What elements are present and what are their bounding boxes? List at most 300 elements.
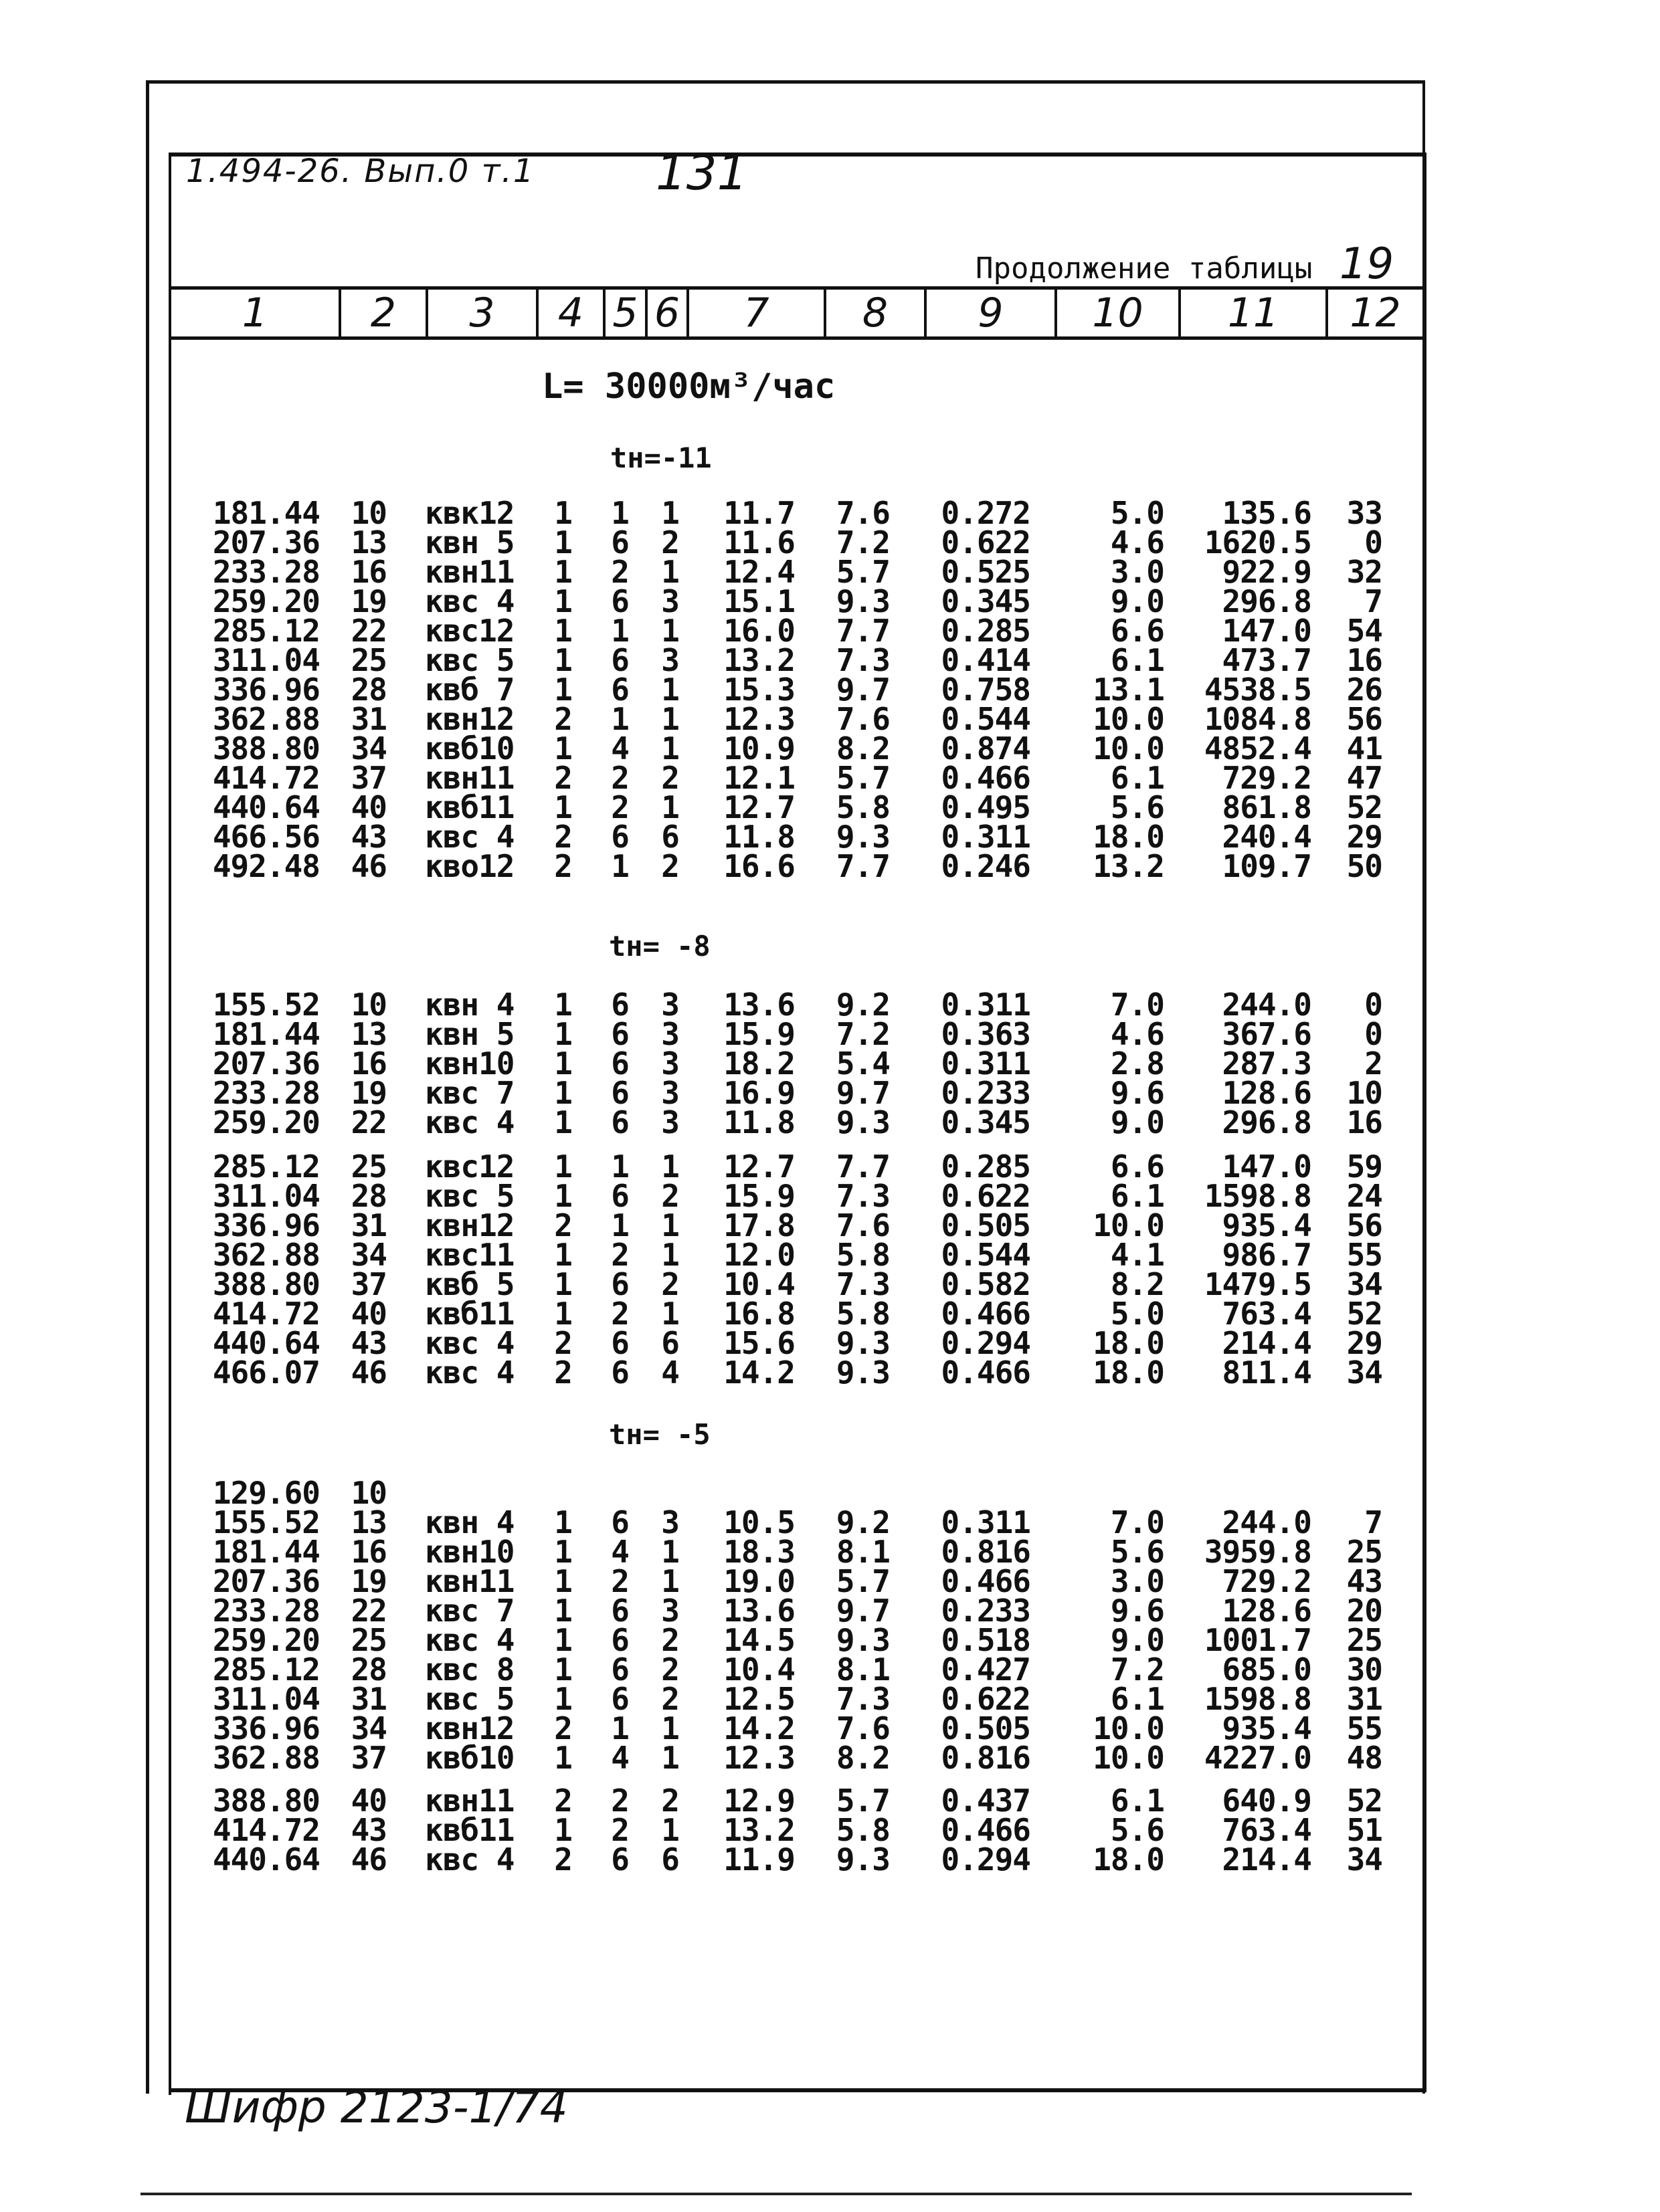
cell-col-8: 5.7 [836, 554, 890, 590]
cell-col-9: 0.294 [941, 1841, 1030, 1878]
cell-col-12: 29 [1346, 1325, 1382, 1361]
cell-col-9: 0.285 [941, 1148, 1030, 1185]
cell-col-6: 1 [661, 1207, 679, 1243]
cell-col-4: 2 [554, 1325, 572, 1361]
cell-col-10: 18.0 [1093, 1841, 1164, 1878]
cell-col-12: 25 [1346, 1534, 1382, 1570]
cell-col-12: 16 [1346, 1104, 1382, 1140]
cell-col-2: 19 [351, 1563, 387, 1599]
cell-col-2: 46 [351, 848, 387, 884]
cell-col-3: квс 4 [425, 819, 515, 855]
cell-col-11: 935.4 [1222, 1710, 1311, 1746]
cell-col-12: 0 [1364, 1016, 1382, 1052]
section-label: tн=-11 [610, 441, 712, 474]
cell-col-7: 10.5 [723, 1504, 795, 1540]
cell-col-9: 0.311 [941, 1045, 1030, 1082]
cell-col-4: 1 [554, 987, 572, 1023]
cell-col-3: квб11 [425, 789, 515, 825]
cell-col-10: 9.6 [1110, 1593, 1164, 1629]
cell-col-4: 2 [554, 1354, 572, 1391]
cell-col-11: 1598.8 [1204, 1681, 1311, 1717]
continuation-heading [976, 239, 1394, 289]
cell-col-10: 13.2 [1093, 848, 1164, 884]
cell-col-4: 2 [554, 701, 572, 737]
cell-col-10: 10.0 [1093, 701, 1164, 737]
cell-col-4: 2 [554, 1841, 572, 1878]
column-header-11: 11 [1178, 290, 1325, 336]
cell-col-12: 56 [1346, 701, 1382, 737]
cell-col-6: 1 [661, 1534, 679, 1570]
cell-col-12: 59 [1346, 1148, 1382, 1185]
cell-col-10: 18.0 [1093, 1325, 1164, 1361]
cell-col-7: 12.7 [723, 789, 795, 825]
cell-col-5: 2 [611, 1812, 629, 1848]
cell-col-6: 1 [661, 1740, 679, 1776]
cell-col-4: 1 [554, 1563, 572, 1599]
cell-col-9: 0.311 [941, 819, 1030, 855]
column-header-8: 8 [824, 290, 924, 336]
cell-col-10: 10.0 [1093, 1207, 1164, 1243]
cell-col-4: 1 [554, 730, 572, 767]
column-header-4: 4 [536, 290, 603, 336]
cell-col-7: 10.4 [723, 1266, 795, 1302]
cell-col-11: 296.8 [1222, 1104, 1311, 1140]
cell-col-8: 7.6 [836, 701, 890, 737]
cell-col-6: 3 [661, 1016, 679, 1052]
cell-col-10: 4.6 [1110, 1016, 1164, 1052]
cell-col-8: 9.3 [836, 1325, 890, 1361]
cell-col-7: 12.7 [723, 1148, 795, 1185]
cell-col-1: 440.64 [212, 1325, 320, 1361]
cell-col-11: 4227.0 [1204, 1740, 1311, 1776]
cell-col-9: 0.345 [941, 1104, 1030, 1140]
column-header-10: 10 [1054, 290, 1178, 336]
cell-col-12: 51 [1346, 1812, 1382, 1848]
cell-col-7: 11.8 [723, 1104, 795, 1140]
cell-col-6: 6 [661, 819, 679, 855]
cell-col-5: 2 [611, 1237, 629, 1273]
rate-label: L= 30000м³/час [542, 367, 836, 407]
cell-col-6: 2 [661, 1178, 679, 1214]
cell-col-7: 16.8 [723, 1296, 795, 1332]
cell-col-2: 22 [351, 613, 387, 649]
cell-col-2: 34 [351, 1237, 387, 1273]
cell-col-2: 25 [351, 642, 387, 678]
cell-col-9: 0.345 [941, 583, 1030, 619]
cell-col-2: 22 [351, 1104, 387, 1140]
frame-left-edge [169, 155, 171, 2095]
cell-col-2: 31 [351, 701, 387, 737]
cell-col-2: 19 [351, 583, 387, 619]
column-header-5: 5 [603, 290, 645, 336]
cell-col-12: 16 [1346, 642, 1382, 678]
cell-col-3: квн 5 [425, 524, 515, 561]
cell-col-5: 6 [611, 1325, 629, 1361]
cell-col-7: 13.6 [723, 1593, 795, 1629]
cell-col-12: 34 [1346, 1354, 1382, 1391]
cell-col-8: 5.4 [836, 1045, 890, 1082]
cell-col-5: 6 [611, 987, 629, 1023]
cell-col-3: квн11 [425, 1563, 515, 1599]
cell-col-3: квн10 [425, 1045, 515, 1082]
cell-col-6: 3 [661, 1504, 679, 1540]
cell-col-3: квб11 [425, 1296, 515, 1332]
cell-col-12: 7 [1364, 583, 1382, 619]
cell-col-1: 336.96 [212, 1710, 320, 1746]
cell-col-6: 1 [661, 554, 679, 590]
cell-col-5: 1 [611, 1710, 629, 1746]
document-code: 1.494-26. Вып.0 т.1 [186, 153, 535, 190]
cell-col-12: 29 [1346, 819, 1382, 855]
cell-col-1: 336.96 [212, 672, 320, 708]
cell-col-7: 19.0 [723, 1563, 795, 1599]
cell-col-12: 26 [1346, 672, 1382, 708]
cell-col-5: 2 [611, 1563, 629, 1599]
cell-col-9: 0.466 [941, 1812, 1030, 1848]
cell-col-4: 2 [554, 760, 572, 796]
cell-col-1: 388.80 [212, 1783, 320, 1819]
cell-col-5: 6 [611, 1045, 629, 1082]
bottom-rule [141, 2193, 1412, 2195]
cell-col-6: 2 [661, 1681, 679, 1717]
cell-col-1: 311.04 [212, 1178, 320, 1214]
cell-col-8: 7.2 [836, 1016, 890, 1052]
cell-col-11: 135.6 [1222, 495, 1311, 531]
cell-col-1: 181.44 [212, 1534, 320, 1570]
table-number: 19 [1339, 239, 1394, 289]
cell-col-9: 0.437 [941, 1783, 1030, 1819]
cell-col-10: 9.0 [1110, 1104, 1164, 1140]
cell-col-7: 17.8 [723, 1207, 795, 1243]
cell-col-11: 244.0 [1222, 987, 1311, 1023]
cell-col-12: 52 [1346, 789, 1382, 825]
cell-col-1: 466.56 [212, 819, 320, 855]
cell-col-7: 16.6 [723, 848, 795, 884]
cell-col-10: 6.1 [1110, 1178, 1164, 1214]
cell-col-12: 0 [1364, 524, 1382, 561]
cell-col-1: 440.64 [212, 1841, 320, 1878]
cell-col-10: 5.6 [1110, 1534, 1164, 1570]
cell-col-8: 5.7 [836, 760, 890, 796]
cell-col-7: 12.0 [723, 1237, 795, 1273]
cell-col-8: 7.2 [836, 524, 890, 561]
cell-col-4: 1 [554, 1681, 572, 1717]
cell-col-2: 40 [351, 1296, 387, 1332]
cell-col-8: 7.7 [836, 1148, 890, 1185]
cell-col-3: квс11 [425, 1237, 515, 1273]
cell-col-10: 7.2 [1110, 1651, 1164, 1688]
cell-col-3: квн10 [425, 1534, 515, 1570]
cell-col-10: 6.6 [1110, 613, 1164, 649]
cell-col-8: 8.2 [836, 730, 890, 767]
column-header-12: 12 [1325, 290, 1422, 336]
column-header-7: 7 [686, 290, 824, 336]
cell-col-3: квс 4 [425, 583, 515, 619]
cell-col-4: 1 [554, 1104, 572, 1140]
cell-col-12: 41 [1346, 730, 1382, 767]
cell-col-6: 2 [661, 1266, 679, 1302]
cell-col-2: 43 [351, 819, 387, 855]
cell-col-10: 9.6 [1110, 1075, 1164, 1111]
cell-col-5: 6 [611, 524, 629, 561]
cell-col-1: 259.20 [212, 583, 320, 619]
cell-col-11: 811.4 [1222, 1354, 1311, 1391]
cell-col-2: 34 [351, 730, 387, 767]
cell-col-11: 214.4 [1222, 1325, 1311, 1361]
cell-col-6: 1 [661, 1148, 679, 1185]
cell-col-3: квб10 [425, 730, 515, 767]
cell-col-1: 362.88 [212, 1740, 320, 1776]
cell-col-1: 259.20 [212, 1622, 320, 1658]
cell-col-10: 6.1 [1110, 642, 1164, 678]
cell-col-7: 15.1 [723, 583, 795, 619]
cell-col-4: 1 [554, 1740, 572, 1776]
cell-col-10: 9.0 [1110, 583, 1164, 619]
cell-col-11: 109.7 [1222, 848, 1311, 884]
cell-col-4: 1 [554, 1593, 572, 1629]
cell-col-9: 0.816 [941, 1534, 1030, 1570]
cell-col-10: 5.0 [1110, 1296, 1164, 1332]
cell-col-5: 2 [611, 789, 629, 825]
cell-col-2: 43 [351, 1325, 387, 1361]
cell-col-2: 16 [351, 554, 387, 590]
cell-col-7: 12.1 [723, 760, 795, 796]
cell-col-1: 181.44 [212, 1016, 320, 1052]
cell-col-5: 1 [611, 848, 629, 884]
cell-col-5: 2 [611, 1783, 629, 1819]
cell-col-6: 1 [661, 613, 679, 649]
cell-col-2: 16 [351, 1534, 387, 1570]
cell-col-5: 2 [611, 760, 629, 796]
cell-col-1: 414.72 [212, 1296, 320, 1332]
cell-col-6: 2 [661, 848, 679, 884]
cell-col-3: квб 5 [425, 1266, 515, 1302]
cell-col-12: 24 [1346, 1178, 1382, 1214]
cell-col-11: 986.7 [1222, 1237, 1311, 1273]
cell-col-5: 6 [611, 1266, 629, 1302]
cell-col-3: квн12 [425, 701, 515, 737]
cell-col-8: 9.2 [836, 987, 890, 1023]
cell-col-10: 4.6 [1110, 524, 1164, 561]
cell-col-1: 414.72 [212, 760, 320, 796]
cell-col-12: 43 [1346, 1563, 1382, 1599]
cell-col-3: кво12 [425, 848, 515, 884]
cell-col-9: 0.363 [941, 1016, 1030, 1052]
cell-col-8: 7.7 [836, 848, 890, 884]
cell-col-12: 34 [1346, 1266, 1382, 1302]
cell-col-3: квс 4 [425, 1841, 515, 1878]
cell-col-5: 1 [611, 1207, 629, 1243]
cell-col-5: 6 [611, 1178, 629, 1214]
cell-col-8: 7.6 [836, 495, 890, 531]
cell-col-11: 1598.8 [1204, 1178, 1311, 1214]
cell-col-9: 0.233 [941, 1593, 1030, 1629]
cell-col-5: 6 [611, 1681, 629, 1717]
cell-col-1: 362.88 [212, 701, 320, 737]
cell-col-5: 6 [611, 1504, 629, 1540]
cell-col-3: квб 7 [425, 672, 515, 708]
cell-col-5: 6 [611, 1354, 629, 1391]
cell-col-10: 3.0 [1110, 554, 1164, 590]
cell-col-1: 207.36 [212, 1045, 320, 1082]
cell-col-10: 18.0 [1093, 1354, 1164, 1391]
cell-col-4: 1 [554, 583, 572, 619]
cell-col-7: 14.5 [723, 1622, 795, 1658]
cell-col-6: 2 [661, 1783, 679, 1819]
cell-col-6: 2 [661, 1651, 679, 1688]
cell-col-2: 13 [351, 1504, 387, 1540]
cell-col-11: 4538.5 [1204, 672, 1311, 708]
cell-col-2: 37 [351, 760, 387, 796]
cell-col-3: квс 5 [425, 1178, 515, 1214]
cell-col-3: квс 4 [425, 1325, 515, 1361]
cell-col-11: 147.0 [1222, 1148, 1311, 1185]
cell-col-10: 4.1 [1110, 1237, 1164, 1273]
page-number: 131 [656, 144, 748, 201]
cell-col-2: 10 [351, 987, 387, 1023]
column-header-6: 6 [645, 290, 686, 336]
cell-col-6: 3 [661, 1045, 679, 1082]
cell-col-1: 492.48 [212, 848, 320, 884]
cell-col-12: 47 [1346, 760, 1382, 796]
cell-col-11: 922.9 [1222, 554, 1311, 590]
cell-col-8: 8.1 [836, 1651, 890, 1688]
cell-col-10: 7.0 [1110, 987, 1164, 1023]
cell-col-4: 1 [554, 789, 572, 825]
cell-col-11: 729.2 [1222, 760, 1311, 796]
cell-col-10: 8.2 [1110, 1266, 1164, 1302]
cell-col-5: 1 [611, 701, 629, 737]
cell-col-9: 0.622 [941, 524, 1030, 561]
cell-col-5: 1 [611, 1148, 629, 1185]
cell-col-2: 19 [351, 1075, 387, 1111]
cell-col-6: 3 [661, 1593, 679, 1629]
cell-col-4: 2 [554, 819, 572, 855]
cell-col-9: 0.495 [941, 789, 1030, 825]
cell-col-5: 6 [611, 1841, 629, 1878]
cell-col-10: 10.0 [1093, 1710, 1164, 1746]
cell-col-11: 128.6 [1222, 1593, 1311, 1629]
cell-col-2: 28 [351, 1178, 387, 1214]
cell-col-11: 1479.5 [1204, 1266, 1311, 1302]
cell-col-11: 3959.8 [1204, 1534, 1311, 1570]
cell-col-7: 16.0 [723, 613, 795, 649]
continuation-label: Продолжение таблицы [976, 252, 1313, 286]
cell-col-4: 1 [554, 1812, 572, 1848]
cell-col-12: 55 [1346, 1237, 1382, 1273]
cell-col-4: 1 [554, 613, 572, 649]
cell-col-1: 285.12 [212, 1651, 320, 1688]
cell-col-10: 5.6 [1110, 789, 1164, 825]
cell-col-12: 20 [1346, 1593, 1382, 1629]
cell-col-2: 16 [351, 1045, 387, 1082]
cell-col-9: 0.518 [941, 1622, 1030, 1658]
cell-col-12: 48 [1346, 1740, 1382, 1776]
cell-col-3: квс 5 [425, 1681, 515, 1717]
cell-col-7: 15.6 [723, 1325, 795, 1361]
cell-col-6: 1 [661, 495, 679, 531]
cell-col-12: 33 [1346, 495, 1382, 531]
cell-col-12: 31 [1346, 1681, 1382, 1717]
cell-col-5: 6 [611, 1104, 629, 1140]
cell-col-9: 0.525 [941, 554, 1030, 590]
cell-col-4: 1 [554, 1504, 572, 1540]
cell-col-11: 367.6 [1222, 1016, 1311, 1052]
cell-col-4: 1 [554, 1045, 572, 1082]
cell-col-11: 128.6 [1222, 1075, 1311, 1111]
cell-col-5: 6 [611, 1651, 629, 1688]
cell-col-4: 1 [554, 1651, 572, 1688]
cell-col-9: 0.816 [941, 1740, 1030, 1776]
cell-col-7: 11.9 [723, 1841, 795, 1878]
cell-col-6: 1 [661, 1563, 679, 1599]
cell-col-8: 8.1 [836, 1534, 890, 1570]
column-header-9: 9 [924, 290, 1054, 336]
cell-col-9: 0.874 [941, 730, 1030, 767]
cell-col-1: 207.36 [212, 524, 320, 561]
cell-col-8: 7.6 [836, 1207, 890, 1243]
cell-col-8: 9.7 [836, 672, 890, 708]
cell-col-6: 3 [661, 642, 679, 678]
cell-col-12: 52 [1346, 1783, 1382, 1819]
cell-col-6: 6 [661, 1325, 679, 1361]
cell-col-7: 12.4 [723, 554, 795, 590]
cell-col-12: 55 [1346, 1710, 1382, 1746]
cell-col-1: 233.28 [212, 554, 320, 590]
cell-col-3: квн11 [425, 1783, 515, 1819]
cell-col-2: 40 [351, 1783, 387, 1819]
cell-col-8: 5.7 [836, 1783, 890, 1819]
cell-col-2: 22 [351, 1593, 387, 1629]
cell-col-6: 1 [661, 1710, 679, 1746]
cell-col-5: 4 [611, 1534, 629, 1570]
cell-col-5: 6 [611, 819, 629, 855]
cell-col-5: 6 [611, 672, 629, 708]
cell-col-4: 1 [554, 1237, 572, 1273]
cell-col-5: 4 [611, 1740, 629, 1776]
cell-col-8: 7.3 [836, 1681, 890, 1717]
cell-col-8: 8.2 [836, 1740, 890, 1776]
cell-col-10: 5.0 [1110, 495, 1164, 531]
cell-col-9: 0.505 [941, 1207, 1030, 1243]
cell-col-10: 6.6 [1110, 1148, 1164, 1185]
cell-col-2: 13 [351, 524, 387, 561]
cell-col-4: 1 [554, 1148, 572, 1185]
cell-col-10: 18.0 [1093, 819, 1164, 855]
column-header-3: 3 [426, 290, 536, 336]
cell-col-11: 4852.4 [1204, 730, 1311, 767]
cell-col-1: 233.28 [212, 1593, 320, 1629]
cell-col-10: 6.1 [1110, 760, 1164, 796]
cell-col-6: 6 [661, 1841, 679, 1878]
cell-col-11: 935.4 [1222, 1207, 1311, 1243]
cell-col-3: квс 7 [425, 1593, 515, 1629]
cell-col-4: 1 [554, 1266, 572, 1302]
cell-col-4: 2 [554, 1783, 572, 1819]
cell-col-1: 129.60 [212, 1475, 320, 1511]
cell-col-7: 13.6 [723, 987, 795, 1023]
cell-col-7: 15.9 [723, 1178, 795, 1214]
cell-col-3: квс 8 [425, 1651, 515, 1688]
cell-col-8: 5.7 [836, 1563, 890, 1599]
cell-col-9: 0.427 [941, 1651, 1030, 1688]
cell-col-9: 0.466 [941, 1354, 1030, 1391]
cell-col-8: 7.3 [836, 1178, 890, 1214]
cell-col-7: 10.9 [723, 730, 795, 767]
cell-col-9: 0.505 [941, 1710, 1030, 1746]
cell-col-10: 9.0 [1110, 1622, 1164, 1658]
cell-col-2: 37 [351, 1266, 387, 1302]
